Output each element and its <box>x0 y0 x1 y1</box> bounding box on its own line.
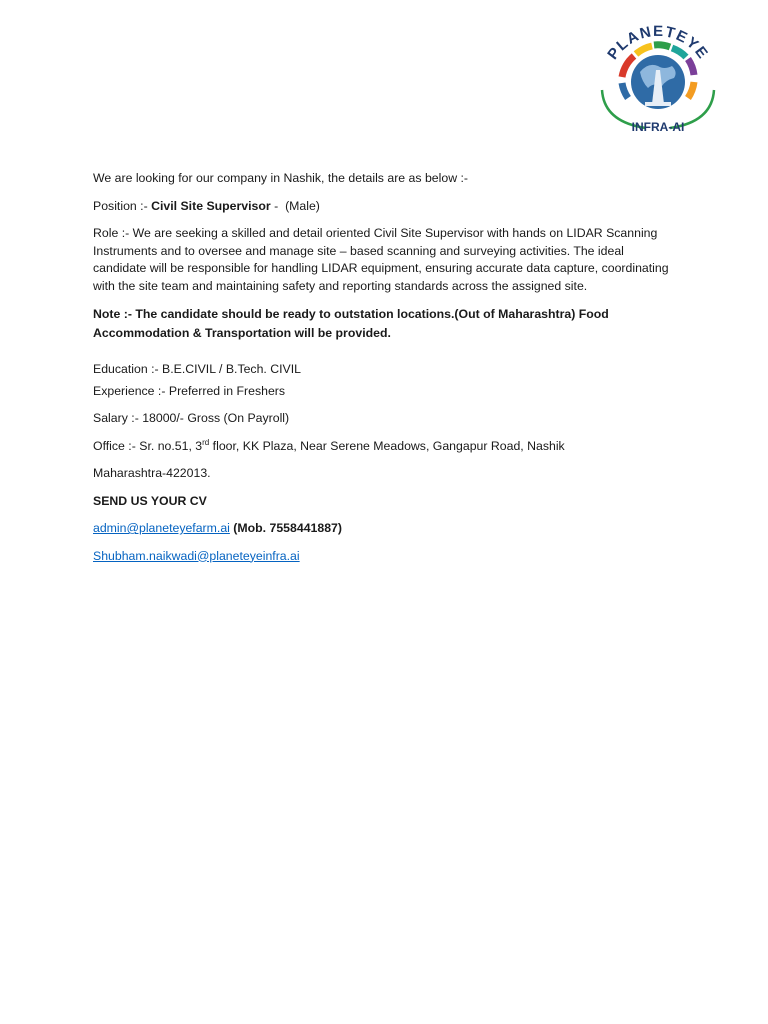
email-link-shubham[interactable]: Shubham.naikwadi@planeteyeinfra.ai <box>93 548 300 563</box>
intro-text: We are looking for our company in Nashik, the details are as below :- <box>93 171 469 185</box>
contact-line-2 <box>93 548 678 566</box>
email-link-admin[interactable]: admin@planeteyefarm.ai <box>93 521 230 535</box>
contact-line-1 <box>93 520 678 538</box>
education-line: Education :- B.E.CIVIL / B.Tech. CIVIL <box>93 362 302 376</box>
position-title: Civil Site Supervisor <box>151 198 271 213</box>
note-paragraph: Note :- The candidate should be ready to outstation locations.(Out of Maharashtra) Food Accommodation & Transportation will be provided. <box>93 307 609 340</box>
logo-subtitle: INFRA-AI <box>631 120 685 134</box>
mobile-number: (Mob. 7558441887) <box>229 521 342 535</box>
logo-wordmark-text: PLANETEYE <box>604 22 712 63</box>
salary-line: Salary :- 18000/- Gross (On Payroll) <box>93 411 290 425</box>
office-prefix: Office :- Sr. no.51, 3 <box>93 438 203 453</box>
job-posting <box>93 170 678 565</box>
position-line <box>93 198 678 216</box>
position-gender: (Male) <box>285 198 320 213</box>
cta-heading: SEND US YOUR CV <box>93 493 207 508</box>
planeteye-logo <box>590 20 726 138</box>
position-sep: - <box>270 198 286 213</box>
planeteye-logo-mark <box>590 20 726 138</box>
office-rest: floor, KK Plaza, Near Serene Meadows, Gangapur Road, Nashik <box>209 438 565 453</box>
office-line-2: Maharashtra-422013. <box>93 466 211 480</box>
experience-line: Experience :- Preferred in Freshers <box>93 383 286 398</box>
role-paragraph: Role :- We are seeking a skilled and detail oriented Civil Site Supervisor with hands on LIDAR Scanning Instruments and to oversee and manage site – based scanning and surveying activities. The ideal candidate will be responsible for handling LIDAR equipment, ensuring accurate data capture, coordinating with the site team and maintaining safety and reporting standards across the assigned site. <box>93 226 669 293</box>
position-label: Position :- <box>93 198 152 213</box>
office-line <box>93 438 678 456</box>
office-sup: rd <box>202 437 210 447</box>
